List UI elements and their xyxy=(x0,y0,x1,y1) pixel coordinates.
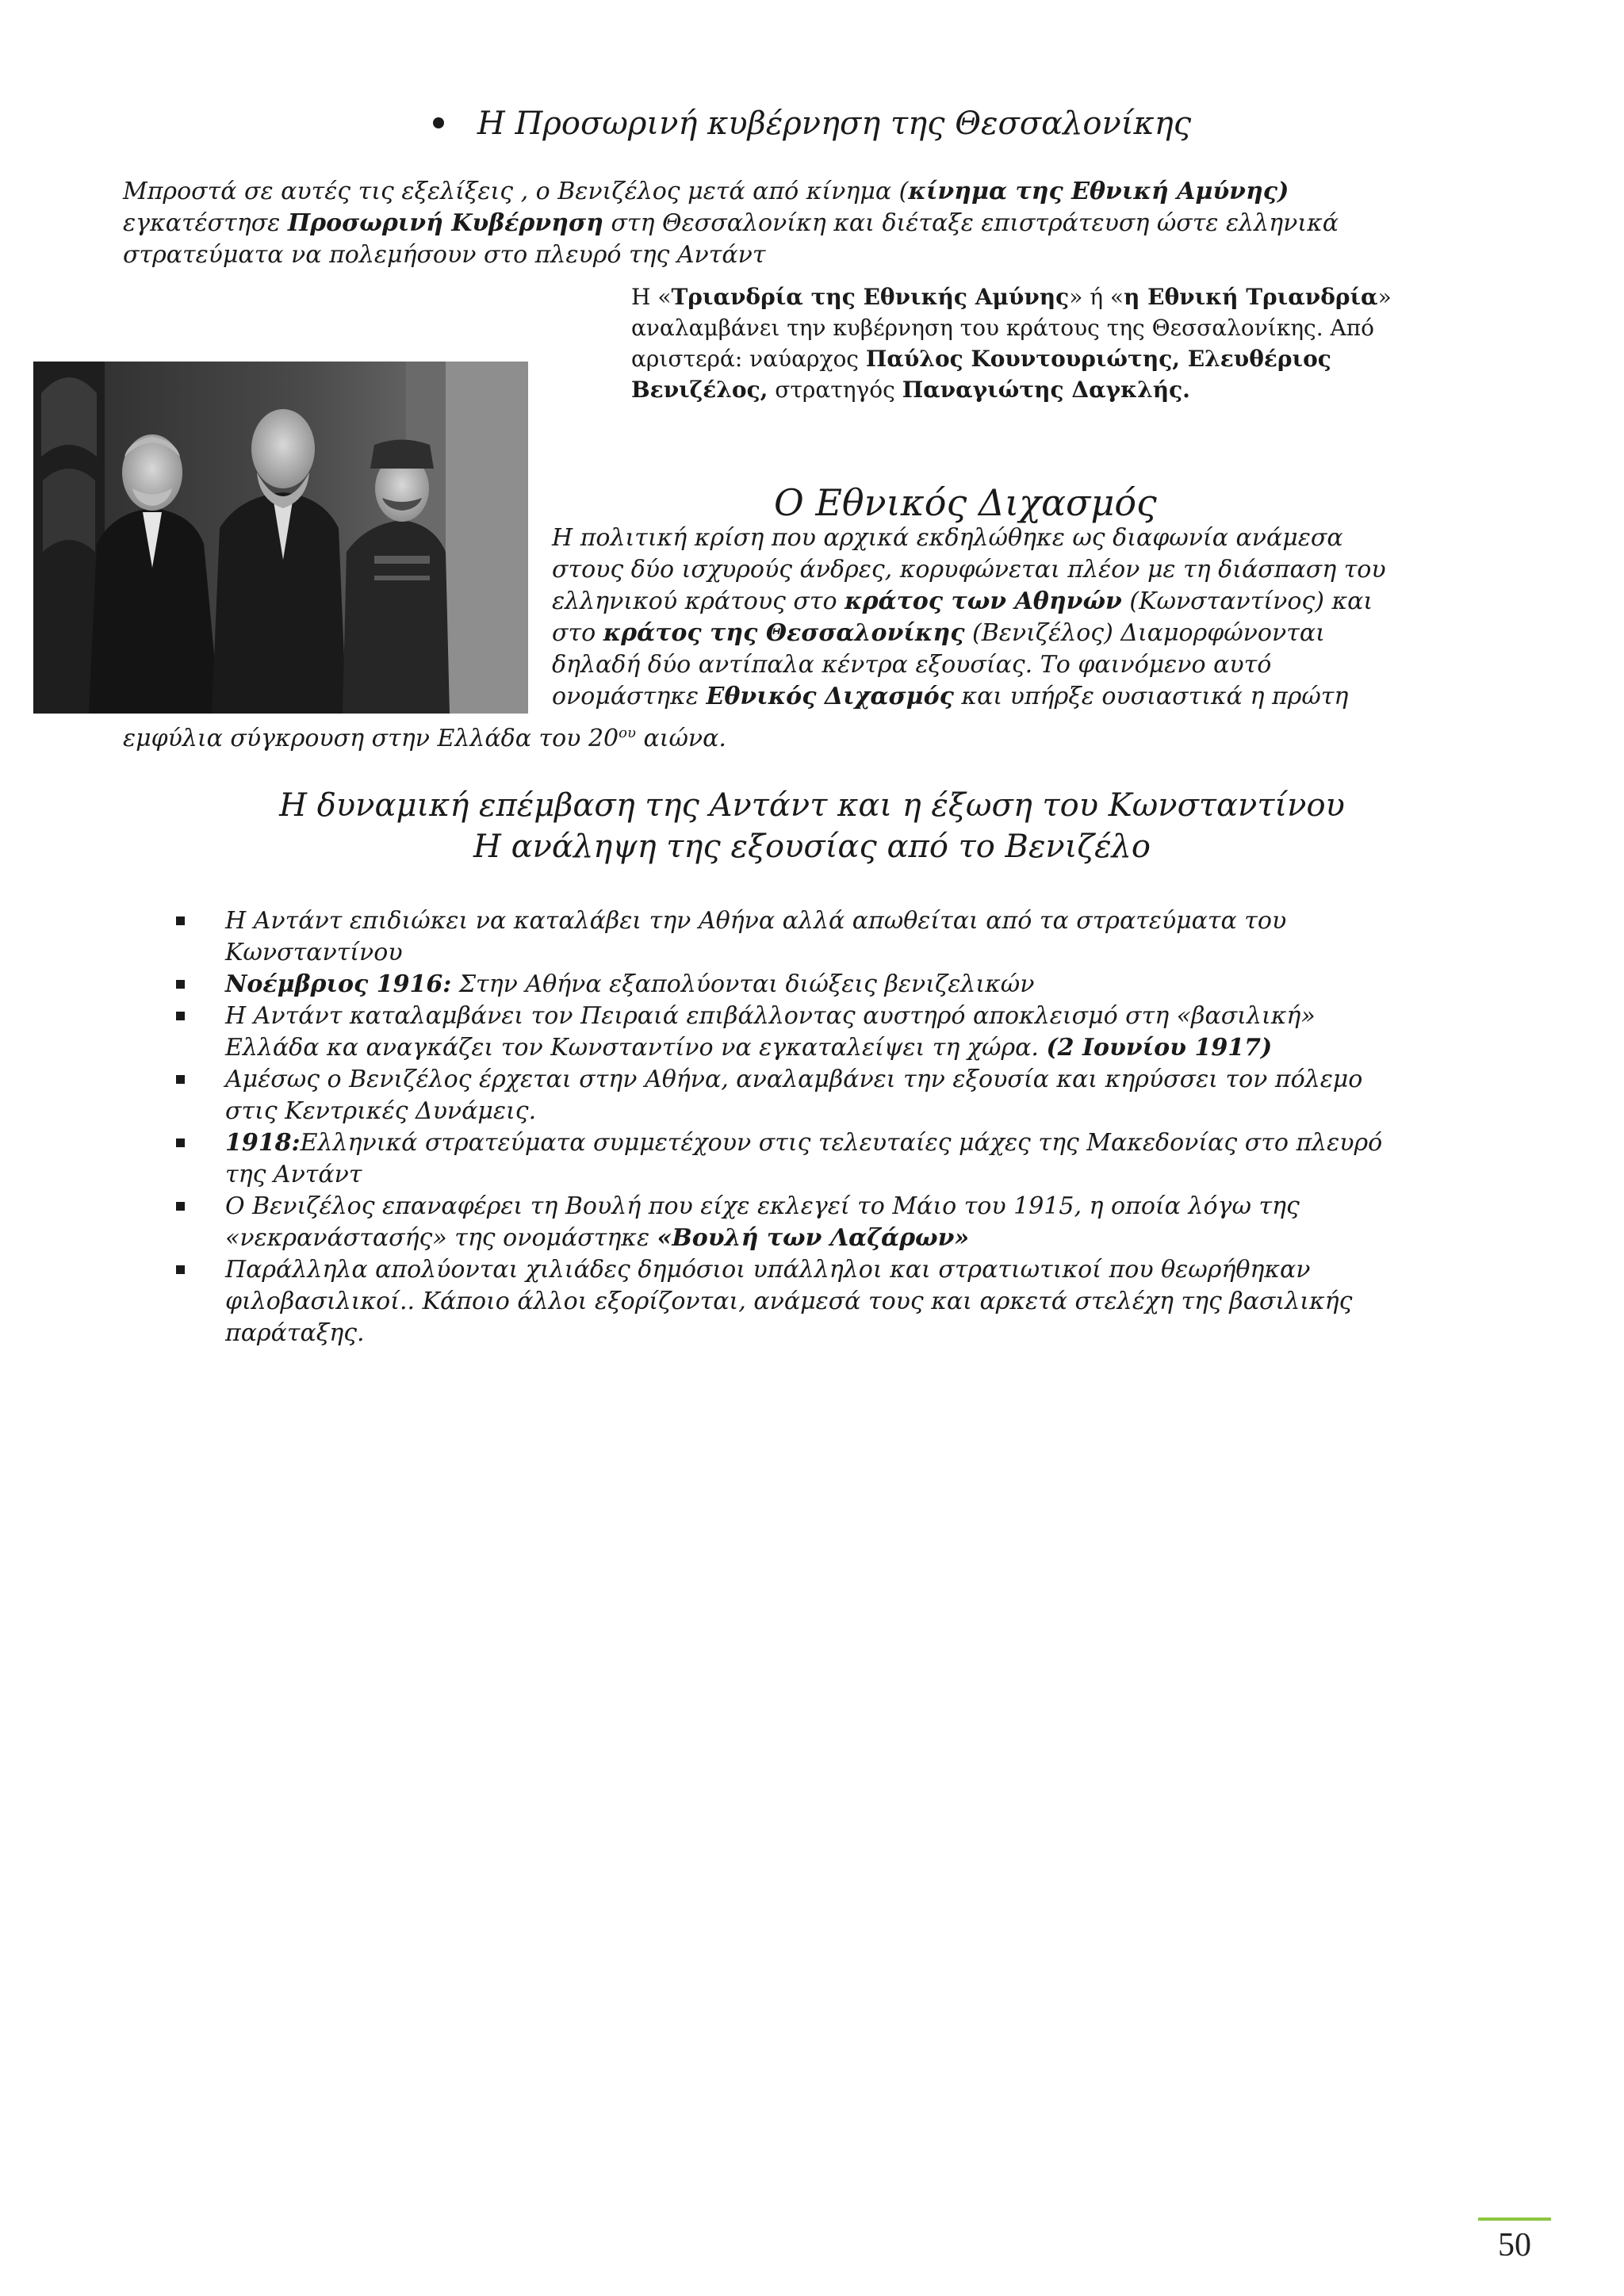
square-bullet-icon xyxy=(176,1202,185,1211)
bold-text: Εθνικός Διχασμός xyxy=(706,683,954,710)
page-number: 50 xyxy=(1498,2227,1531,2263)
event-item xyxy=(173,1001,1410,1064)
text-run: Ο Βενιζέλος επαναφέρει τη Βουλή που είχε εκλεγεί το Μάιο του 1915, η οποία λόγω της «νεκρανάστασής» της ονομάστηκε xyxy=(225,1192,1300,1252)
text-run: Η « xyxy=(631,284,672,310)
text-run: Παράλληλα απολύονται χιλιάδες δημόσιοι υπάλληλοι και στρατιωτικοί που θεωρήθηκαν φιλοβασιλικοί.. Κάποιο άλλοι εξορίζονται, ανάμεσά τους και αρκετά στελέχη της βασιλικής παράταξης. xyxy=(225,1256,1353,1347)
text-run: Η πολιτική κρίση που αρχικά εκδηλώθηκε ως διαφωνία ανάμεσα στους δύο ισχυρούς άνδρες, κορυφώνεται πλέον με τη διάσπαση του ελληνικού κράτους στο xyxy=(552,524,1386,615)
last-line-end: αιώνα. xyxy=(635,725,726,752)
text-run: » αναλαμβάνει την κυβέρνηση του κράτους της Θεσσαλονίκης. Από αριστερά: ναύαρχος xyxy=(631,284,1392,372)
triandria-caption xyxy=(631,281,1392,405)
bold-text: Προσωρινή Κυβέρνηση xyxy=(287,209,603,237)
bold-text: Νοέμβριος 1916: xyxy=(225,970,452,998)
section-heading-national-schism: Ο Εθνικός Διχασμός xyxy=(774,481,1157,524)
text-run: » ή « xyxy=(1069,284,1124,310)
text-run: Μπροστά σε αυτές τις εξελίξεις , ο Βενιζέλος μετά από κίνημα ( xyxy=(123,178,909,205)
square-bullet-icon xyxy=(176,980,185,989)
text-run: (Βενιζέλος) Διαμορφώνονται δηλαδή δύο αντίπαλα κέντρα εξουσίας. Το φαινόμενο αυτό ονομάστηκε xyxy=(552,619,1325,710)
text-run: Η Αντάντ επιδιώκει να καταλάβει την Αθήνα αλλά απωθείται από τα στρατεύματα του Κωνσταντίνου xyxy=(225,907,1287,966)
bold-text: (2 Ιουνίου 1917) xyxy=(1046,1034,1273,1062)
text-run: στη Θεσσαλονίκη και διέταξε επιστράτευση ώστε ελληνικά στρατεύματα να πολεμήσουν στο πλευρό της Αντάντ xyxy=(123,209,1339,269)
page-number-rule xyxy=(1478,2218,1551,2221)
event-item xyxy=(173,905,1410,969)
text-run: Αμέσως ο Βενιζέλος έρχεται στην Αθήνα, αναλαμβάνει την εξουσία και κηρύσσει τον πόλεμο στις Κεντρικές Δυνάμεις. xyxy=(225,1066,1363,1125)
text-run: εγκατέστησε xyxy=(123,209,288,237)
square-bullet-icon xyxy=(176,1138,185,1147)
text-run: Η Αντάντ καταλαμβάνει τον Πειραιά επιβάλλοντας αυστηρό αποκλεισμό στη «βασιλική» Ελλάδα κα αναγκάζει τον Κωνσταντίνο να εγκαταλείψει τη χώρα. xyxy=(225,1002,1316,1062)
text-run: Στην Αθήνα εξαπολύονται διώξεις βενιζελικών xyxy=(451,970,1035,998)
text-run: Ελληνικά στρατεύματα συμμετέχουν στις τελευταίες μάχες της Μακεδονίας στο πλευρό της Αντάντ xyxy=(225,1129,1383,1188)
event-item xyxy=(173,1127,1410,1191)
bullet-icon xyxy=(433,117,444,128)
text-run: και υπήρξε ουσιαστικά η πρώτη xyxy=(953,683,1349,710)
bold-text: 1918: xyxy=(225,1129,301,1157)
bold-text: Παναγιώτης Δαγκλής. xyxy=(902,377,1190,403)
heading-line-2: Η ανάληψη της εξουσίας από το Βενιζέλο xyxy=(473,828,1151,865)
events-list xyxy=(173,905,1410,1349)
bold-text: «Βουλή των Λαζάρων» xyxy=(657,1224,970,1252)
square-bullet-icon xyxy=(176,1265,185,1274)
last-line-text: εμφύλια σύγκρουση στην Ελλάδα του 20 xyxy=(123,725,619,752)
text-run: στρατηγός xyxy=(768,377,902,403)
square-bullet-icon xyxy=(176,1075,185,1084)
historical-photo xyxy=(33,362,528,714)
event-item xyxy=(173,1191,1410,1254)
heading-text: Η Προσωρινή κυβέρνηση της Θεσσαλονίκης xyxy=(477,105,1192,142)
event-item xyxy=(173,1064,1410,1127)
heading-line-1: Η δυναμική επέμβαση της Αντάντ και η έξωση του Κωνσταντίνου xyxy=(279,787,1345,824)
section-heading-entente-intervention xyxy=(0,785,1624,867)
square-bullet-icon xyxy=(176,1012,185,1020)
bold-text: η Εθνική Τριανδρία xyxy=(1124,284,1378,310)
bold-text: κίνημα της Εθνική Αμύνης) xyxy=(908,178,1289,205)
schism-paragraph-last-line xyxy=(123,718,1392,755)
event-item xyxy=(173,969,1410,1001)
schism-paragraph xyxy=(552,522,1408,713)
intro-paragraph xyxy=(123,176,1360,271)
event-item xyxy=(173,1254,1410,1349)
text-run: (Κωνσταντίνος) και στο xyxy=(552,587,1373,647)
historical-photograph-icon xyxy=(33,362,528,714)
bold-text: κράτος της Θεσσαλονίκης xyxy=(603,619,965,647)
section-heading-provisional-government xyxy=(0,103,1624,144)
superscript-text: ου xyxy=(619,725,636,741)
square-bullet-icon xyxy=(176,916,185,925)
bold-text: Παύλος Κουντουριώτης, Ελευθέριος Βενιζέλος, xyxy=(631,346,1331,403)
bold-text: κράτος των Αθηνών xyxy=(845,587,1122,615)
bold-text: Τριανδρία της Εθνικής Αμύνης xyxy=(671,284,1070,310)
